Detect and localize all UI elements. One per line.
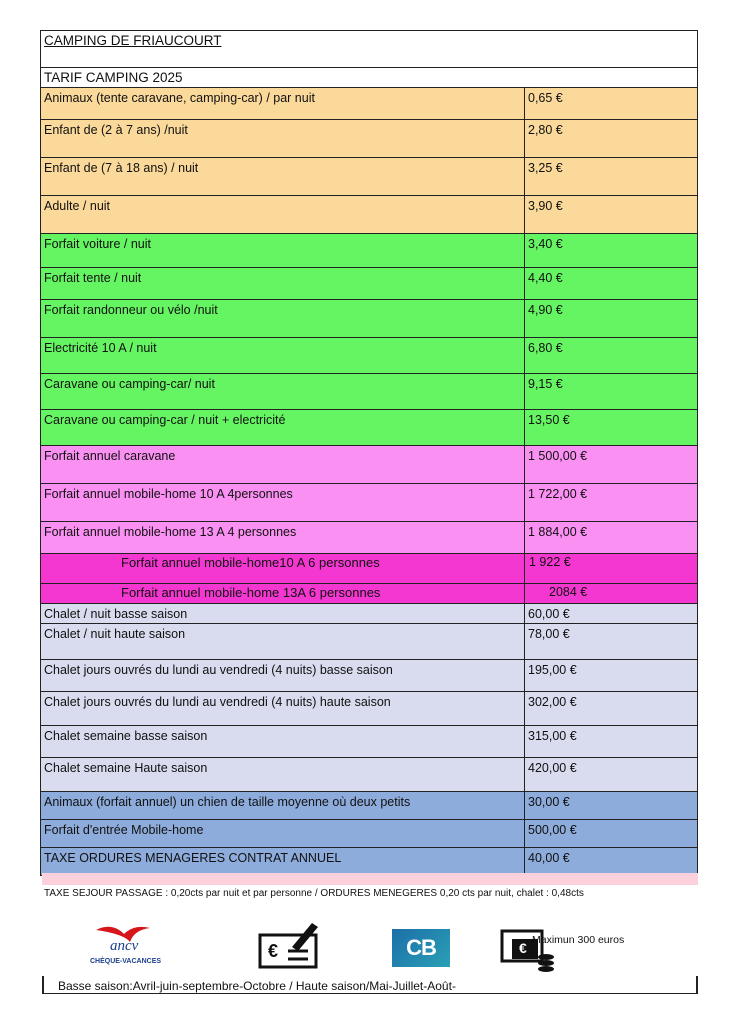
tariff-label: TAXE ORDURES MENAGERES CONTRAT ANNUEL [41,848,525,875]
cash-euro: € [519,940,527,956]
table-row [40,624,698,660]
payment-logos [0,915,735,975]
tax-note: TAXE SEJOUR PASSAGE : 0,20cts par nuit et par personne / ORDURES MENEGERES 0,20 cts par nuit, chalet : 0,48cts [44,888,584,899]
table-row [40,374,698,410]
tariff-price: 195,00 € [528,663,577,677]
tariff-label: Forfait d'entrée Mobile-home [41,820,525,847]
tariff-price: 2,80 € [528,123,563,137]
tariff-label: Chalet / nuit haute saison [41,624,525,659]
table-row [40,692,698,726]
tariff-label: Chalet semaine basse saison [41,726,525,757]
tariff-label: Adulte / nuit [41,196,525,233]
tariff-label: Forfait annuel mobile-home 13A 6 personnes [41,584,525,603]
tariff-price: 315,00 € [528,729,577,743]
table-row [40,158,698,196]
spacer-row [40,53,698,68]
page-title: CAMPING DE FRIAUCOURT [44,33,222,48]
tariff-label: Enfant de (2 à 7 ans) /nuit [41,120,525,157]
tariff-price: 2084 € [549,585,588,599]
table-row [40,484,698,522]
ancv-text: ancv [110,938,139,954]
tariff-price: 3,40 € [528,237,563,251]
tariff-price: 13,50 € [528,413,570,427]
ancv-tagline: CHÈQUE-VACANCES [90,958,162,965]
tariff-label: Animaux (forfait annuel) un chien de taille moyenne où deux petits [41,792,525,819]
tariff-price: 1 922 € [529,555,571,569]
table-row [40,554,698,584]
tariff-price: 1 722,00 € [528,487,588,501]
tariff-label: Caravane ou camping-car / nuit + electricité [41,410,525,445]
tariff-label: Chalet jours ouvrés du lundi au vendredi (4 nuits) basse saison [41,660,525,691]
tariff-price: 420,00 € [528,761,577,775]
tariff-price: 0,65 € [528,91,563,105]
tariff-price: 40,00 € [528,851,570,865]
table-row [40,446,698,484]
tariff-label: Forfait annuel mobile-home10 A 6 personnes [41,554,525,583]
cb-text: CB [406,935,436,960]
cash-note: Maximun 300 euros [532,934,625,946]
season-note: Basse saison:Avril-juin-septembre-Octobre / Haute saison/Mai-Juillet-Août- [58,979,456,993]
tariff-label: Chalet / nuit basse saison [41,604,525,623]
tariff-label: Animaux (tente caravane, camping-car) / par nuit [41,88,525,119]
tariff-price: 60,00 € [528,607,570,621]
cb-card-icon [392,929,450,967]
table-row [40,196,698,234]
tariff-price: 4,40 € [528,271,563,285]
tariff-price: 500,00 € [528,823,577,837]
table-row [40,726,698,758]
page-subtitle: TARIF CAMPING 2025 [44,70,183,85]
table-row [40,792,698,820]
tariff-label: Chalet semaine Haute saison [41,758,525,791]
tariff-label: Forfait randonneur ou vélo /nuit [41,300,525,337]
table-row [40,268,698,300]
tariff-price: 1 884,00 € [528,525,588,539]
tariff-price: 1 500,00 € [528,449,588,463]
tariff-label: Chalet jours ouvrés du lundi au vendredi (4 nuits) haute saison [41,692,525,725]
tariff-price: 30,00 € [528,795,570,809]
tariff-label: Enfant de (7 à 18 ans) / nuit [41,158,525,195]
tariff-price: 302,00 € [528,695,577,709]
tariff-price: 9,15 € [528,377,563,391]
ancv-logo-icon [90,920,170,970]
table-row [40,758,698,792]
season-note-row [42,976,698,994]
table-row [40,120,698,158]
tariff-label: Electricité 10 A / nuit [41,338,525,373]
tariff-label: Forfait voiture / nuit [41,234,525,267]
tariff-label: Forfait annuel caravane [41,446,525,483]
cheque-icon [258,921,320,969]
tariff-label: Forfait annuel mobile-home 13 A 4 personnes [41,522,525,553]
tariff-label: Forfait annuel mobile-home 10 A 4personnes [41,484,525,521]
tariff-label: Forfait tente / nuit [41,268,525,299]
subtitle-row [40,68,698,88]
tariff-price: 3,25 € [528,161,563,175]
tariff-price: 4,90 € [528,303,563,317]
table-row [40,410,698,446]
tariff-price: 6,80 € [528,341,563,355]
table-row [40,660,698,692]
footer-band [42,873,698,885]
table-row [40,522,698,554]
tariff-label: Caravane ou camping-car/ nuit [41,374,525,409]
cheque-euro: € [268,941,279,961]
table-row [40,338,698,374]
tariff-price: 78,00 € [528,627,570,641]
table-row [40,848,698,876]
table-row [40,584,698,604]
table-row [40,300,698,338]
tariff-price: 3,90 € [528,199,563,213]
title-row [40,30,698,54]
table-row [40,820,698,848]
table-row [40,604,698,624]
table-row [40,234,698,268]
table-row [40,88,698,120]
